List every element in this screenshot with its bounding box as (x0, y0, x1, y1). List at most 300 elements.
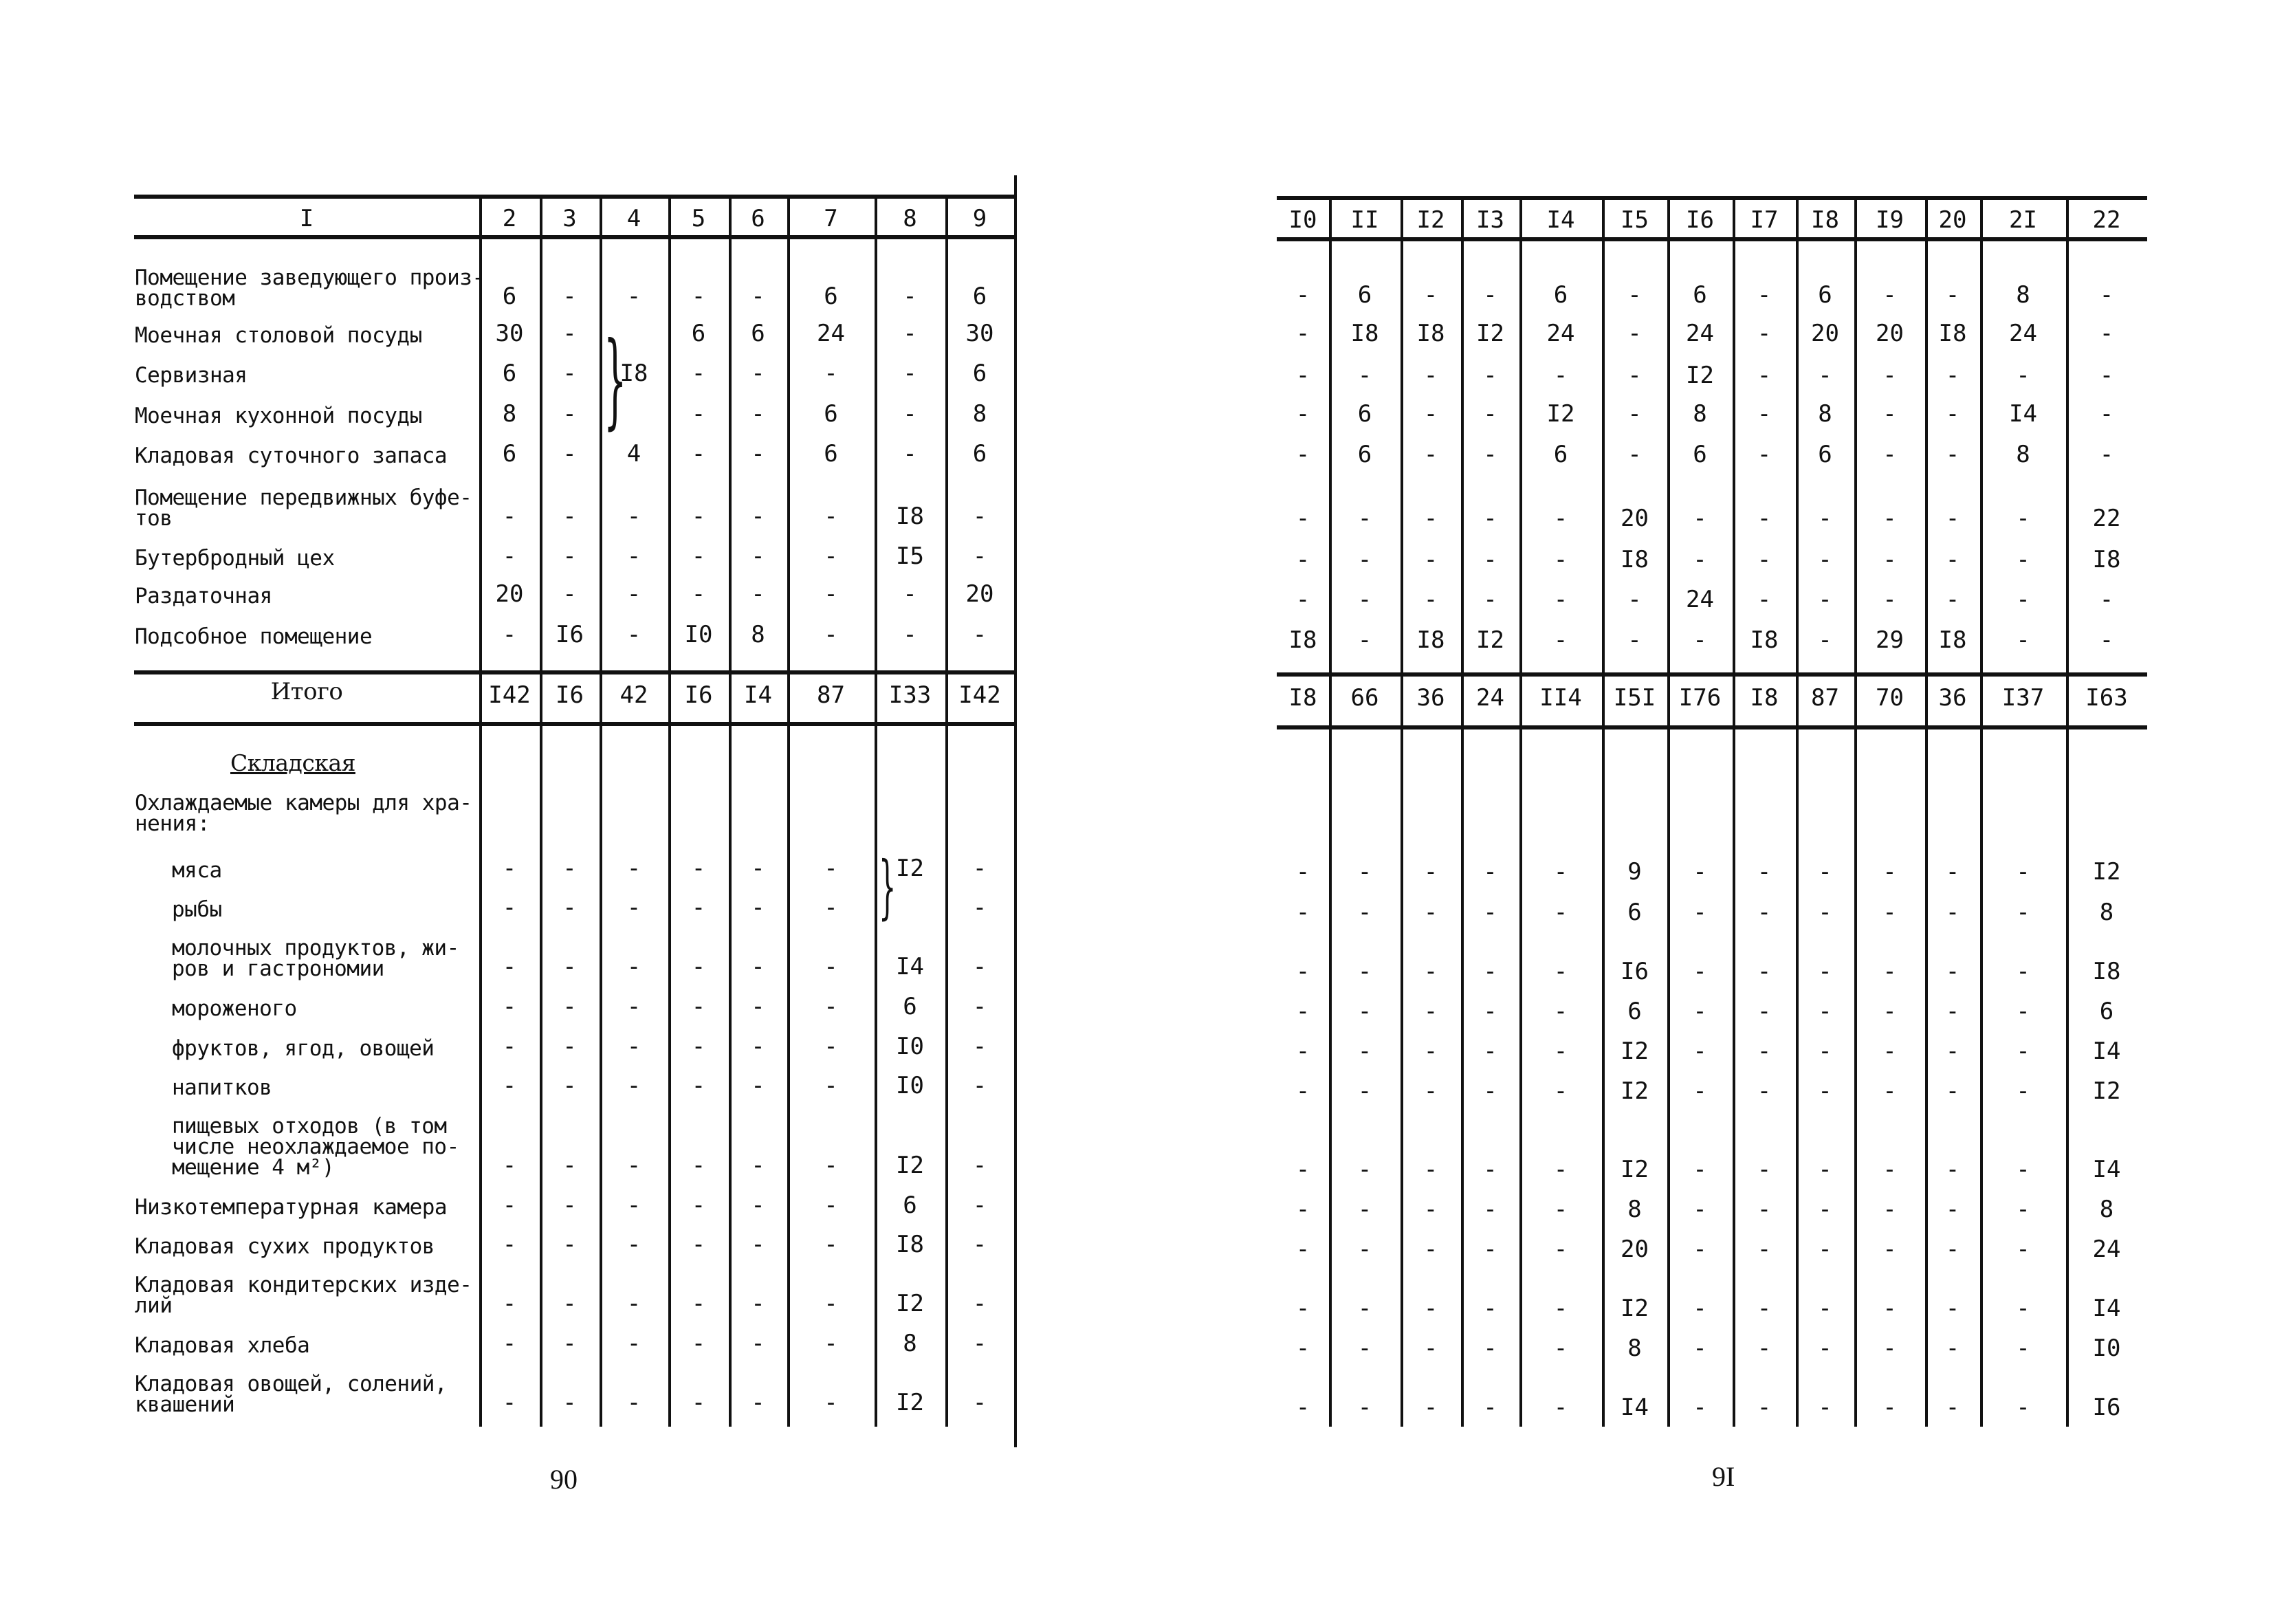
table-row-cell: - (1693, 958, 1707, 985)
table-row-cell: - (691, 1033, 706, 1060)
table-row-cell: I5 (896, 542, 924, 570)
table-row-cell: 9 (1627, 858, 1642, 886)
table-row-cell: - (2016, 858, 2030, 886)
table-row-cell: 6 (502, 440, 517, 468)
table-row-cell: - (2099, 320, 2114, 347)
table-row-cell: I8 (1938, 626, 1967, 654)
table-row-cell: I2 (2092, 858, 2121, 886)
table-row-cell: 6 (1357, 281, 1372, 309)
table-row-cell: - (1357, 858, 1372, 886)
table-row-cell: - (1818, 362, 1832, 389)
table-row-cell: 6 (972, 360, 987, 387)
table-row-cell: - (751, 503, 765, 530)
table-row-cell: 8 (2016, 281, 2030, 309)
table-row-cell: - (1757, 1335, 1772, 1362)
table-row-cell: - (1553, 858, 1568, 886)
table-row-cell: 6 (1357, 441, 1372, 468)
table-row-cell: - (1357, 586, 1372, 613)
total-top-rule (1277, 672, 2147, 677)
table-row-cell: - (972, 993, 987, 1020)
table-row-cell: - (1295, 586, 1310, 613)
table-row-cell: 24 (817, 320, 845, 347)
table-row-cell: 6 (2099, 998, 2114, 1025)
table-row-cell: - (751, 400, 765, 428)
table-row-cell: - (1818, 958, 1832, 985)
table-row-cell: 20 (495, 580, 524, 608)
table-row-cell: - (751, 580, 765, 608)
table-row-cell: I6 (2092, 1394, 2121, 1421)
table-row-cell: - (626, 1152, 641, 1179)
table-row-cell: - (1483, 1077, 1497, 1105)
table-row-cell: - (626, 1330, 641, 1357)
table-row-cell: - (1357, 1156, 1372, 1183)
table-row-cell: - (972, 953, 987, 980)
table-row-cell: I4 (2092, 1295, 2121, 1322)
table-row-cell: - (1757, 958, 1772, 985)
table-row-cell: - (562, 894, 577, 921)
table-row-cell: - (1483, 1196, 1497, 1223)
table-row-cell: - (1627, 441, 1642, 468)
table-row-cell: I2 (1476, 320, 1504, 347)
table-row-cell: - (1553, 1295, 1568, 1322)
table-row-cell: 30 (495, 320, 524, 347)
total-bottom-rule (134, 722, 1014, 726)
table-row-cell: - (1295, 1295, 1310, 1322)
table-row-cell: - (502, 1072, 517, 1099)
table-row-cell: - (1423, 1038, 1438, 1065)
table-row-cell: - (2016, 1335, 2030, 1362)
table-row-cell: I2 (1621, 1077, 1649, 1105)
table-row-cell: - (1483, 400, 1497, 428)
table-row-cell: - (824, 1231, 838, 1258)
total-cell: 24 (1476, 684, 1504, 712)
left-page (0, 0, 1136, 1624)
column-header-8: 8 (903, 205, 917, 232)
table-row-cell: - (562, 1290, 577, 1317)
table-row-cell: I2 (896, 1389, 924, 1416)
table-row-cell: - (751, 283, 765, 310)
header-bottom-rule (1277, 237, 2147, 241)
table-row-cell: 6 (1693, 281, 1707, 309)
table-row-cell: I8 (1621, 546, 1649, 573)
table-row-cell: - (1423, 1156, 1438, 1183)
table-row-cell: - (1483, 1295, 1497, 1322)
table-row-cell: I4 (2092, 1038, 2121, 1065)
table-row-cell: - (1357, 362, 1372, 389)
table-row-cell: - (1693, 626, 1707, 654)
table-row-cell: - (2016, 1038, 2030, 1065)
table-row-cell: - (562, 440, 577, 468)
table-row-cell: - (626, 621, 641, 648)
table-row-cell: I8 (1938, 320, 1967, 347)
row-label: напитков (172, 1075, 272, 1100)
table-row-cell: - (1757, 1394, 1772, 1421)
table-row-cell: - (751, 1231, 765, 1258)
row-label: молочных продуктов, жи- ров и гастрономии (172, 936, 459, 981)
column-header-4: 4 (626, 205, 641, 232)
row-label: Сервизная (135, 363, 248, 388)
table-row-cell: - (1295, 281, 1310, 309)
table-row-cell: I2 (1621, 1038, 1649, 1065)
table-row-cell: - (1483, 1156, 1497, 1183)
table-row-cell: 20 (1811, 320, 1839, 347)
table-row-cell: - (824, 580, 838, 608)
table-row-cell: 29 (1876, 626, 1904, 654)
table-row-cell: - (1945, 899, 1960, 926)
table-row-cell: - (626, 1231, 641, 1258)
table-row-cell: 6 (1627, 998, 1642, 1025)
table-row-cell: - (1945, 505, 1960, 532)
table-row-cell: - (1553, 1156, 1568, 1183)
table-row-cell: - (1553, 586, 1568, 613)
column-header-14: I4 (1546, 206, 1575, 234)
table-row-cell: 6 (903, 993, 917, 1020)
table-row-cell: - (1882, 505, 1897, 532)
table-row-cell: - (1882, 281, 1897, 309)
table-row-cell: - (626, 1033, 641, 1060)
column-header-13: I3 (1476, 206, 1504, 234)
table-row-cell: - (562, 1389, 577, 1416)
table-row-cell: - (2016, 1196, 2030, 1223)
table-row-cell: - (1483, 1394, 1497, 1421)
table-row-cell: - (2016, 1156, 2030, 1183)
group-label: Охлаждаемые камеры для хра- нения: (135, 791, 472, 836)
table-row-cell: - (751, 1033, 765, 1060)
table-row-cell: - (1945, 1156, 1960, 1183)
table-row-cell: - (1757, 1038, 1772, 1065)
header-bottom-rule (134, 235, 1014, 239)
table-row-cell: - (824, 1330, 838, 1357)
table-row-cell: - (751, 1072, 765, 1099)
table-row-cell: - (1483, 441, 1497, 468)
header-top-rule (134, 195, 1014, 199)
total-bottom-rule (1277, 725, 2147, 729)
table-row-cell: - (1483, 586, 1497, 613)
table-row-cell: - (1295, 1156, 1310, 1183)
table-row-cell: - (1693, 1236, 1707, 1263)
table-row-cell: I8 (619, 360, 648, 387)
table-row-cell: - (562, 953, 577, 980)
table-row-cell: - (824, 993, 838, 1020)
table-row-cell: - (1757, 1295, 1772, 1322)
table-row-cell: I8 (1750, 626, 1779, 654)
table-row-cell: - (903, 580, 917, 608)
table-row-cell: - (972, 542, 987, 570)
table-row-cell: I4 (2092, 1156, 2121, 1183)
table-row-cell: I2 (896, 855, 924, 882)
table-row-cell: - (562, 1231, 577, 1258)
table-row-cell: - (2099, 400, 2114, 428)
table-row-cell: 6 (1693, 441, 1707, 468)
column-header-9: 9 (972, 205, 987, 232)
column-header-21: 2I (2009, 206, 2037, 234)
table-row-cell: - (1295, 1077, 1310, 1105)
table-row-cell: I0 (2092, 1335, 2121, 1362)
table-row-cell: - (626, 953, 641, 980)
table-row-cell: 6 (1553, 281, 1568, 309)
table-row-cell: 8 (2016, 441, 2030, 468)
table-row-cell: - (1483, 1236, 1497, 1263)
row-label: Кладовая сухих продуктов (135, 1234, 435, 1259)
table-row-cell: - (691, 993, 706, 1020)
table-row-cell: I8 (1350, 320, 1379, 347)
table-row-cell: 6 (751, 320, 765, 347)
table-row-cell: - (1553, 1038, 1568, 1065)
table-row-cell: - (751, 993, 765, 1020)
table-row-cell: - (626, 894, 641, 921)
table-row-cell: - (1423, 505, 1438, 532)
table-row-cell: - (2016, 1394, 2030, 1421)
table-row-cell: - (1757, 1077, 1772, 1105)
row-label: Кладовая овощей, солений, квашений (135, 1372, 448, 1417)
table-row-cell: - (972, 1330, 987, 1357)
table-row-cell: - (972, 894, 987, 921)
page-number: 9I (1712, 1461, 1735, 1492)
table-row-cell: - (502, 1033, 517, 1060)
table-row-cell: - (1882, 1335, 1897, 1362)
table-row-cell: - (626, 1072, 641, 1099)
table-row-cell: - (1693, 1077, 1707, 1105)
right-page (1136, 0, 2273, 1624)
table-row-cell: I2 (896, 1290, 924, 1317)
table-row-cell: - (1882, 546, 1897, 573)
table-row-cell: - (1945, 546, 1960, 573)
table-row-cell: 8 (2099, 1196, 2114, 1223)
row-label: Низкотемпературная камера (135, 1195, 448, 1220)
brace-mark: } (604, 320, 627, 440)
table-row-cell: - (1818, 1196, 1832, 1223)
table-row-cell: - (1757, 320, 1772, 347)
table-row-cell: - (562, 542, 577, 570)
table-row-cell: - (1553, 998, 1568, 1025)
table-row-cell: - (1357, 1077, 1372, 1105)
table-row-cell: - (691, 1152, 706, 1179)
table-row-cell: - (1882, 1077, 1897, 1105)
table-row-cell: - (1818, 858, 1832, 886)
table-row-cell: 8 (751, 621, 765, 648)
table-row-cell: - (824, 1033, 838, 1060)
table-row-cell: - (972, 1389, 987, 1416)
row-label: мяса (172, 858, 222, 883)
total-cell: I4 (744, 681, 772, 709)
table-row-cell: - (972, 1152, 987, 1179)
table-row-cell: 8 (1693, 400, 1707, 428)
table-row-cell: - (562, 993, 577, 1020)
table-row-cell: - (1693, 1295, 1707, 1322)
row-label: Моечная кухонной посуды (135, 404, 422, 428)
table-row-cell: - (562, 1152, 577, 1179)
table-row-cell: - (1945, 362, 1960, 389)
table-row-cell: - (626, 580, 641, 608)
table-row-cell: - (1818, 626, 1832, 654)
table-row-cell: - (562, 400, 577, 428)
table-row-cell: - (1423, 858, 1438, 886)
table-row-cell: - (972, 621, 987, 648)
table-row-cell: - (502, 1192, 517, 1219)
table-row-cell: - (1483, 505, 1497, 532)
table-row-cell: - (562, 283, 577, 310)
table-row-cell: - (1357, 626, 1372, 654)
table-row-cell: 6 (972, 283, 987, 310)
table-row-cell: - (2016, 1236, 2030, 1263)
table-row-cell: - (1818, 1038, 1832, 1065)
table-row-cell: - (1818, 1335, 1832, 1362)
table-row-cell: - (562, 580, 577, 608)
table-row-cell: 6 (502, 283, 517, 310)
table-row-cell: - (2099, 281, 2114, 309)
row-label: Кладовая хлеба (135, 1333, 310, 1358)
table-row-cell: - (972, 503, 987, 530)
table-row-cell: - (626, 1389, 641, 1416)
table-row-cell: - (972, 1231, 987, 1258)
table-row-cell: - (751, 953, 765, 980)
total-cell: 70 (1876, 684, 1904, 712)
table-row-cell: - (1693, 1038, 1707, 1065)
table-row-cell: I8 (1416, 626, 1445, 654)
table-row-cell: - (1757, 546, 1772, 573)
table-row-cell: I2 (896, 1152, 924, 1179)
table-row-cell: - (1945, 441, 1960, 468)
table-row-cell: - (1553, 899, 1568, 926)
table-row-cell: - (1423, 441, 1438, 468)
table-row-cell: - (972, 855, 987, 882)
table-row-cell: 6 (824, 283, 838, 310)
table-row-cell: - (1818, 546, 1832, 573)
table-row-cell: - (1882, 1394, 1897, 1421)
table-row-cell: - (1882, 400, 1897, 428)
table-row-cell: - (1693, 1196, 1707, 1223)
row-label: Моечная столовой посуды (135, 323, 422, 348)
table-row-cell: - (626, 855, 641, 882)
table-row-cell: - (1818, 899, 1832, 926)
table-row-cell: - (1423, 546, 1438, 573)
header-top-rule (1277, 196, 2147, 200)
table-row-cell: 6 (1818, 441, 1832, 468)
table-row-cell: - (1553, 1077, 1568, 1105)
table-row-cell: - (502, 542, 517, 570)
table-row-cell: - (1357, 899, 1372, 926)
table-row-cell: - (972, 1072, 987, 1099)
table-row-cell: - (1945, 1196, 1960, 1223)
row-label: рыбы (172, 897, 222, 922)
table-row-cell: - (502, 1389, 517, 1416)
table-row-cell: - (1357, 505, 1372, 532)
table-row-cell: - (1945, 958, 1960, 985)
table-row-cell: - (751, 1152, 765, 1179)
table-row-cell: I2 (2092, 1077, 2121, 1105)
table-row-cell: - (2099, 362, 2114, 389)
total-cell: I5I (1613, 684, 1656, 712)
table-row-cell: - (1553, 546, 1568, 573)
row-label: Помещение заведующего произ- водством (135, 265, 485, 311)
table-row-cell: 8 (1818, 400, 1832, 428)
table-row-cell: I4 (896, 953, 924, 980)
table-row-cell: - (1553, 626, 1568, 654)
total-cell: I76 (1678, 684, 1722, 712)
table-row-cell: - (1882, 998, 1897, 1025)
table-row-cell: - (903, 440, 917, 468)
table-row-cell: - (1357, 1335, 1372, 1362)
table-row-cell: I0 (684, 621, 713, 648)
table-row-cell: - (1295, 400, 1310, 428)
table-row-cell: - (1882, 441, 1897, 468)
table-row-cell: 24 (1546, 320, 1575, 347)
table-row-cell: - (502, 621, 517, 648)
table-row-cell: - (1295, 1335, 1310, 1362)
table-row-cell: - (1882, 586, 1897, 613)
table-row-cell: - (691, 542, 706, 570)
table-row-cell: I2 (1546, 400, 1575, 428)
table-row-cell: - (1423, 1196, 1438, 1223)
table-row-cell: - (903, 320, 917, 347)
table-row-cell: - (2016, 1077, 2030, 1105)
table-row-cell: - (1423, 362, 1438, 389)
table-row-cell: - (562, 855, 577, 882)
table-row-cell: - (691, 400, 706, 428)
table-row-cell: - (502, 894, 517, 921)
table-row-cell: - (1627, 586, 1642, 613)
table-row-cell: - (1553, 1196, 1568, 1223)
total-cell: I33 (888, 681, 932, 709)
column-header-10: I0 (1288, 206, 1317, 234)
table-row-cell: - (1295, 441, 1310, 468)
table-row-cell: - (972, 1033, 987, 1060)
table-row-cell: - (691, 1389, 706, 1416)
table-row-cell: 20 (1621, 1236, 1649, 1263)
table-row-cell: - (903, 283, 917, 310)
table-row-cell: - (824, 360, 838, 387)
table-row-cell: - (824, 1192, 838, 1219)
total-cell: I6 (556, 681, 584, 709)
table-row-cell: - (502, 1290, 517, 1317)
table-row-cell: - (691, 1231, 706, 1258)
table-row-cell: - (626, 542, 641, 570)
table-row-cell: - (691, 1330, 706, 1357)
total-cell: 87 (1811, 684, 1839, 712)
table-row-cell: - (1757, 362, 1772, 389)
table-row-cell: - (691, 283, 706, 310)
column-header-6: 6 (751, 205, 765, 232)
table-row-cell: - (1757, 400, 1772, 428)
table-row-cell: - (1553, 505, 1568, 532)
table-row-cell: - (1423, 958, 1438, 985)
table-row-cell: - (1483, 1038, 1497, 1065)
table-row-cell: - (1818, 1077, 1832, 1105)
table-row-cell: - (2016, 958, 2030, 985)
table-row-cell: - (1357, 1038, 1372, 1065)
table-row-cell: - (1357, 1196, 1372, 1223)
table-row-cell: I4 (2009, 400, 2037, 428)
table-row-cell: - (903, 360, 917, 387)
table-row-cell: - (1357, 958, 1372, 985)
table-row-cell: - (903, 400, 917, 428)
table-row-cell: - (824, 503, 838, 530)
table-row-cell: - (1945, 586, 1960, 613)
table-row-cell: - (1757, 1156, 1772, 1183)
table-row-cell: - (1882, 362, 1897, 389)
table-row-cell: - (1882, 1156, 1897, 1183)
table-row-cell: - (1423, 586, 1438, 613)
table-row-cell: - (691, 1290, 706, 1317)
table-row-cell: - (2016, 362, 2030, 389)
table-row-cell: 22 (2092, 505, 2121, 532)
table-row-cell: - (502, 1152, 517, 1179)
table-row-cell: I0 (896, 1072, 924, 1099)
column-header-16: I6 (1686, 206, 1714, 234)
table-row-cell: - (1553, 1236, 1568, 1263)
table-row-cell: 30 (965, 320, 994, 347)
table-row-cell: - (1553, 1335, 1568, 1362)
